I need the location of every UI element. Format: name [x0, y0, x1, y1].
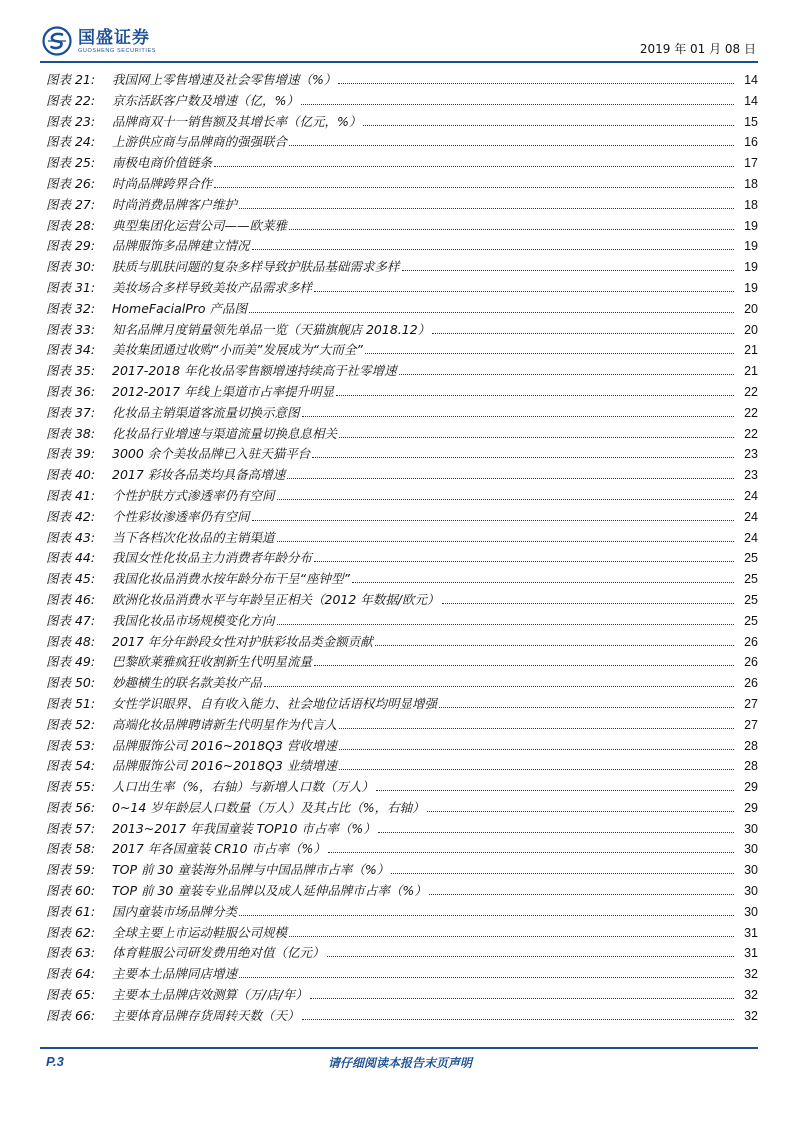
toc-entry-page: 25	[744, 551, 758, 566]
toc-entry-page: 30	[744, 904, 758, 919]
toc-entry-number: 图表 64:	[46, 966, 96, 982]
toc-entry-number: 图表 37:	[46, 404, 96, 420]
toc-entry[interactable]	[46, 91, 758, 112]
toc-entry-number: 图表 32:	[46, 300, 96, 316]
toc-entry-title: 2017-2018 年化妆品零售额增速持续高于社零增速	[112, 363, 397, 379]
toc-dot-leader	[339, 728, 734, 729]
toc-entry-number: 图表 44:	[46, 550, 96, 566]
toc-entry-number: 图表 63:	[46, 945, 96, 961]
toc-dot-leader	[264, 686, 734, 687]
toc-dot-leader	[289, 229, 734, 230]
toc-entry[interactable]	[46, 320, 758, 341]
toc-entry[interactable]	[46, 153, 758, 174]
toc-entry-page: 22	[744, 405, 758, 420]
toc-entry-number: 图表 34:	[46, 342, 96, 358]
toc-dot-leader	[391, 873, 734, 874]
toc-dot-leader	[339, 749, 734, 750]
toc-entry[interactable]	[46, 486, 758, 507]
toc-entry-title: 品牌服饰公司 2016~2018Q3 营收增速	[112, 737, 337, 753]
toc-entry-number: 图表 51:	[46, 695, 96, 711]
toc-dot-leader	[336, 395, 734, 396]
toc-entry-page: 22	[744, 426, 758, 441]
toc-entry-page: 30	[744, 884, 758, 899]
toc-dot-leader	[239, 977, 734, 978]
toc-dot-leader	[339, 769, 734, 770]
toc-entry-title: 0~14 岁年龄层人口数量（万人）及其占比（%，右轴）	[112, 799, 425, 815]
toc-entry-title: 人口出生率（%，右轴）与新增人口数（万人）	[112, 779, 374, 795]
toc-entry-page: 18	[744, 197, 758, 212]
toc-dot-leader	[289, 145, 734, 146]
toc-entry[interactable]	[46, 985, 758, 1006]
toc-entry[interactable]	[46, 70, 758, 91]
toc-entry-page: 26	[744, 634, 758, 649]
toc-dot-leader	[339, 437, 734, 438]
guosheng-logo-icon	[42, 26, 72, 56]
toc-entry-page: 30	[744, 842, 758, 857]
toc-dot-leader	[289, 936, 734, 937]
toc-dot-leader	[363, 125, 734, 126]
toc-dot-leader	[310, 998, 734, 999]
toc-dot-leader	[427, 811, 734, 812]
toc-entry-title: HomeFacialPro 产品图	[112, 300, 248, 316]
toc-entry-title: 南极电商价值链条	[112, 155, 213, 171]
logo-chinese-name: 国盛证券	[78, 27, 150, 48]
toc-entry-number: 图表 48:	[46, 633, 96, 649]
toc-entry-page: 24	[744, 488, 758, 503]
toc-entry[interactable]	[46, 340, 758, 361]
toc-entry[interactable]	[46, 1006, 758, 1027]
toc-entry-title: 3000 余个美妆品牌已入驻天猫平台	[112, 446, 311, 462]
toc-entry-page: 25	[744, 613, 758, 628]
toc-entry-title: 欧洲化妆品消费水平与年龄呈正相关（2012 年数据/欧元）	[112, 591, 440, 607]
toc-entry-title: 妙趣横生的联名款美妆产品	[112, 675, 263, 691]
toc-entry-title: 2013~2017 年我国童装 TOP10 市占率（%）	[112, 820, 376, 836]
toc-entry-number: 图表 66:	[46, 1007, 96, 1023]
toc-entry-number: 图表 61:	[46, 903, 96, 919]
toc-entry[interactable]	[46, 611, 758, 632]
toc-entry[interactable]	[46, 195, 758, 216]
toc-entry-title: 京东活跃客户数及增速（亿，%）	[112, 92, 299, 108]
toc-entry-page: 31	[744, 946, 758, 961]
toc-entry-page: 32	[744, 988, 758, 1003]
toc-dot-leader	[302, 416, 734, 417]
toc-dot-leader	[277, 499, 734, 500]
toc-entry-number: 图表 45:	[46, 571, 96, 587]
toc-entry[interactable]	[46, 569, 758, 590]
toc-entry-number: 图表 36:	[46, 383, 96, 399]
toc-entry-page: 28	[744, 738, 758, 753]
toc-dot-leader	[442, 603, 735, 604]
toc-entry-number: 图表 40:	[46, 467, 96, 483]
toc-entry[interactable]	[46, 112, 758, 133]
toc-entry-title: 主要体育品牌存货周转天数（天）	[112, 1007, 300, 1023]
toc-entry-title: TOP 前 30 童装专业品牌以及成人延伸品牌市占率（%）	[112, 883, 427, 899]
toc-entry-title: 知名品牌月度销量领先单品一览（天猫旗舰店 2018.12）	[112, 321, 431, 337]
toc-entry-title: 主要本土品牌同店增速	[112, 966, 238, 982]
toc-entry[interactable]	[46, 673, 758, 694]
toc-entry-number: 图表 25:	[46, 155, 96, 171]
toc-entry-page: 21	[744, 343, 758, 358]
toc-entry[interactable]	[46, 528, 758, 549]
toc-dot-leader	[239, 915, 734, 916]
toc-dot-leader	[302, 1019, 734, 1020]
toc-entry[interactable]	[46, 964, 758, 985]
toc-dot-leader	[239, 208, 734, 209]
toc-entry-title: 上游供应商与品牌商的强强联合	[112, 134, 288, 150]
toc-entry-number: 图表 43:	[46, 529, 96, 545]
toc-entry[interactable]	[46, 798, 758, 819]
toc-entry[interactable]	[46, 548, 758, 569]
toc-entry-title: 我国女性化妆品主力消费者年龄分布	[112, 550, 313, 566]
toc-dot-leader	[252, 520, 734, 521]
toc-entry-number: 图表 29:	[46, 238, 96, 254]
toc-entry-page: 19	[744, 218, 758, 233]
toc-entry-number: 图表 35:	[46, 363, 96, 379]
toc-entry[interactable]	[46, 444, 758, 465]
toc-entry-number: 图表 53:	[46, 737, 96, 753]
toc-entry[interactable]	[46, 923, 758, 944]
toc-dot-leader	[252, 249, 734, 250]
toc-entry-title: 美妆场合多样导致美妆产品需求多样	[112, 279, 313, 295]
toc-entry-number: 图表 22:	[46, 92, 96, 108]
toc-entry-number: 图表 49:	[46, 654, 96, 670]
toc-entry[interactable]	[46, 860, 758, 881]
toc-dot-leader	[399, 374, 734, 375]
toc-dot-leader	[314, 561, 734, 562]
toc-entry-page: 28	[744, 759, 758, 774]
toc-entry-page: 14	[744, 93, 758, 108]
logo-english-name: GUOSHENG SECURITIES	[78, 47, 157, 54]
toc-dot-leader	[439, 707, 734, 708]
toc-entry-number: 图表 57:	[46, 820, 96, 836]
toc-entry-page: 22	[744, 384, 758, 399]
toc-entry-page: 25	[744, 572, 758, 587]
toc-entry[interactable]	[46, 590, 758, 611]
toc-entry[interactable]	[46, 715, 758, 736]
toc-entry[interactable]	[46, 507, 758, 528]
toc-entry[interactable]	[46, 299, 758, 320]
toc-entry-title: 典型集团化运营公司——欧莱雅	[112, 217, 288, 233]
toc-dot-leader	[312, 457, 734, 458]
toc-dot-leader	[338, 83, 734, 84]
disclaimer-note: 请仔细阅读本报告末页声明	[327, 1056, 472, 1070]
toc-entry-number: 图表 54:	[46, 758, 96, 774]
toc-entry-title: 我国化妆品市场规模变化方向	[112, 612, 275, 628]
toc-entry[interactable]	[46, 839, 758, 860]
toc-entry-number: 图表 38:	[46, 425, 96, 441]
toc-entry-number: 图表 60:	[46, 883, 96, 899]
toc-entry[interactable]	[46, 278, 758, 299]
footer-divider	[40, 1047, 758, 1049]
toc-entry-number: 图表 28:	[46, 217, 96, 233]
toc-entry-title: 2012-2017 年线上渠道市占率提升明显	[112, 383, 335, 399]
toc-entry-number: 图表 62:	[46, 924, 96, 940]
toc-entry-title: 全球主要上市运动鞋服公司规模	[112, 924, 288, 940]
toc-entry[interactable]	[46, 652, 758, 673]
toc-entry-page: 17	[744, 156, 758, 171]
toc-entry-number: 图表 47:	[46, 612, 96, 628]
toc-entry-page: 25	[744, 592, 758, 607]
toc-entry-page: 27	[744, 717, 758, 732]
toc-dot-leader	[365, 353, 734, 354]
toc-entry-number: 图表 42:	[46, 508, 96, 524]
toc-dot-leader	[277, 624, 734, 625]
toc-entry-page: 29	[744, 800, 758, 815]
toc-entry-number: 图表 39:	[46, 446, 96, 462]
toc-entry-page: 29	[744, 780, 758, 795]
toc-entry-number: 图表 30:	[46, 259, 96, 275]
toc-entry-number: 图表 55:	[46, 779, 96, 795]
toc-entry[interactable]	[46, 694, 758, 715]
toc-entry-page: 19	[744, 280, 758, 295]
toc-entry-page: 32	[744, 967, 758, 982]
toc-entry-page: 16	[744, 135, 758, 150]
toc-entry-title: 美妆集团通过收购“小而美”发展成为“大而全”	[112, 342, 363, 358]
toc-dot-leader	[327, 956, 734, 957]
toc-entry-page: 24	[744, 530, 758, 545]
toc-entry-title: 主要本土品牌店效测算（万/店/年）	[112, 987, 308, 1003]
toc-entry-number: 图表 52:	[46, 716, 96, 732]
toc-entry-page: 23	[744, 468, 758, 483]
toc-dot-leader	[314, 665, 734, 666]
toc-entry-number: 图表 65:	[46, 987, 96, 1003]
toc-entry-number: 图表 50:	[46, 675, 96, 691]
toc-dot-leader	[301, 104, 734, 105]
toc-entry-title: 2017 年分年龄段女性对护肤彩妆品类金额贡献	[112, 633, 373, 649]
toc-entry-title: 品牌商双十一销售额及其增长率（亿元，%）	[112, 113, 362, 129]
toc-entry[interactable]	[46, 257, 758, 278]
toc-dot-leader	[375, 645, 734, 646]
toc-entry-number: 图表 59:	[46, 862, 96, 878]
toc-dot-leader	[314, 291, 734, 292]
toc-entry-title: 女性学识眼界、自有收入能力、社会地位话语权均明显增强	[112, 695, 438, 711]
toc-entry-page: 14	[744, 73, 758, 87]
toc-entry[interactable]	[46, 382, 758, 403]
toc-dot-leader	[378, 832, 734, 833]
page-header	[40, 26, 760, 62]
toc-entry[interactable]	[46, 819, 758, 840]
toc-entry-page: 27	[744, 696, 758, 711]
toc-dot-leader	[277, 541, 734, 542]
toc-entry[interactable]	[46, 881, 758, 902]
toc-dot-leader	[287, 478, 734, 479]
toc-dot-leader	[376, 790, 734, 791]
toc-entry-page: 23	[744, 447, 758, 462]
toc-entry-title: 品牌服饰多品牌建立情况	[112, 238, 250, 254]
toc-entry-number: 图表 23:	[46, 113, 96, 129]
toc-entry[interactable]	[46, 632, 758, 653]
toc-entry-title: TOP 前 30 童装海外品牌与中国品牌市占率（%）	[112, 862, 390, 878]
toc-entry-page: 30	[744, 821, 758, 836]
toc-entry[interactable]	[46, 424, 758, 445]
report-date: 2019 年 01 月 08 日	[639, 42, 756, 56]
toc-entry[interactable]	[46, 902, 758, 923]
toc-entry-title: 2017 彩妆各品类均具备高增速	[112, 467, 286, 483]
toc-entry[interactable]	[46, 736, 758, 757]
page-number: P.3	[46, 1054, 64, 1069]
toc-dot-leader	[352, 582, 734, 583]
toc-entry-title: 当下各档次化妆品的主销渠道	[112, 529, 275, 545]
toc-entry-page: 20	[744, 301, 758, 316]
toc-entry-page: 21	[744, 364, 758, 379]
toc-entry-page: 18	[744, 176, 758, 191]
toc-entry-number: 图表 31:	[46, 279, 96, 295]
toc-entry[interactable]	[46, 756, 758, 777]
company-logo	[42, 26, 156, 56]
toc-dot-leader	[402, 270, 734, 271]
table-of-figures	[46, 70, 758, 1027]
toc-entry-page: 32	[744, 1008, 758, 1023]
toc-dot-leader	[328, 852, 734, 853]
toc-entry-number: 图表 56:	[46, 799, 96, 815]
toc-entry[interactable]	[46, 216, 758, 237]
toc-entry[interactable]	[46, 465, 758, 486]
toc-dot-leader	[214, 187, 734, 188]
toc-entry[interactable]	[46, 777, 758, 798]
toc-entry-page: 26	[744, 655, 758, 670]
toc-entry[interactable]	[46, 361, 758, 382]
toc-entry-title: 我国网上零售增速及社会零售增速（%）	[112, 72, 337, 87]
toc-entry-number: 图表 27:	[46, 196, 96, 212]
header-divider	[40, 61, 758, 63]
toc-entry-title: 个性护肤方式渗透率仍有空间	[112, 487, 275, 503]
toc-entry-title: 化妆品主销渠道客流量切换示意图	[112, 404, 300, 420]
toc-entry-title: 个性彩妆渗透率仍有空间	[112, 508, 250, 524]
toc-entry-page: 30	[744, 863, 758, 878]
toc-entry[interactable]	[46, 174, 758, 195]
toc-entry-title: 时尚消费品牌客户维护	[112, 196, 238, 212]
toc-entry[interactable]	[46, 403, 758, 424]
toc-entry-title: 化妆品行业增速与渠道流量切换息息相关	[112, 425, 338, 441]
toc-entry-number: 图表 33:	[46, 321, 96, 337]
toc-entry[interactable]	[46, 236, 758, 257]
toc-entry-title: 时尚品牌跨界合作	[112, 175, 213, 191]
toc-entry-number: 图表 41:	[46, 487, 96, 503]
toc-entry-page: 20	[744, 322, 758, 337]
toc-dot-leader	[429, 894, 734, 895]
toc-entry-page: 15	[744, 114, 758, 129]
toc-entry-title: 肤质与肌肤问题的复杂多样导致护肤品基础需求多样	[112, 259, 400, 275]
toc-dot-leader	[249, 312, 734, 313]
toc-dot-leader	[214, 166, 734, 167]
toc-entry-title: 国内童装市场品牌分类	[112, 903, 238, 919]
toc-entry[interactable]	[46, 132, 758, 153]
toc-entry-title: 体育鞋服公司研发费用绝对值（亿元）	[112, 945, 325, 961]
toc-entry-number: 图表 24:	[46, 134, 96, 150]
toc-entry-page: 19	[744, 239, 758, 254]
toc-entry-number: 图表 46:	[46, 591, 96, 607]
toc-entry-page: 26	[744, 676, 758, 691]
toc-entry-page: 19	[744, 260, 758, 275]
toc-dot-leader	[432, 333, 734, 334]
toc-entry-page: 31	[744, 925, 758, 940]
toc-entry[interactable]	[46, 943, 758, 964]
toc-entry-title: 2017 年各国童装 CR10 市占率（%）	[112, 841, 326, 857]
toc-entry-title: 巴黎欧莱雅疯狂收割新生代明星流量	[112, 654, 313, 670]
toc-entry-title: 品牌服饰公司 2016~2018Q3 业绩增速	[112, 758, 337, 774]
toc-entry-title: 我国化妆品消费水按年龄分布干呈“座钟型”	[112, 571, 350, 587]
toc-entry-number: 图表 58:	[46, 841, 96, 857]
toc-entry-number: 图表 26:	[46, 175, 96, 191]
toc-entry-title: 高端化妆品牌聘请新生代明星作为代言人	[112, 716, 338, 732]
toc-entry-page: 24	[744, 509, 758, 524]
toc-entry-number: 图表 21:	[46, 72, 96, 87]
